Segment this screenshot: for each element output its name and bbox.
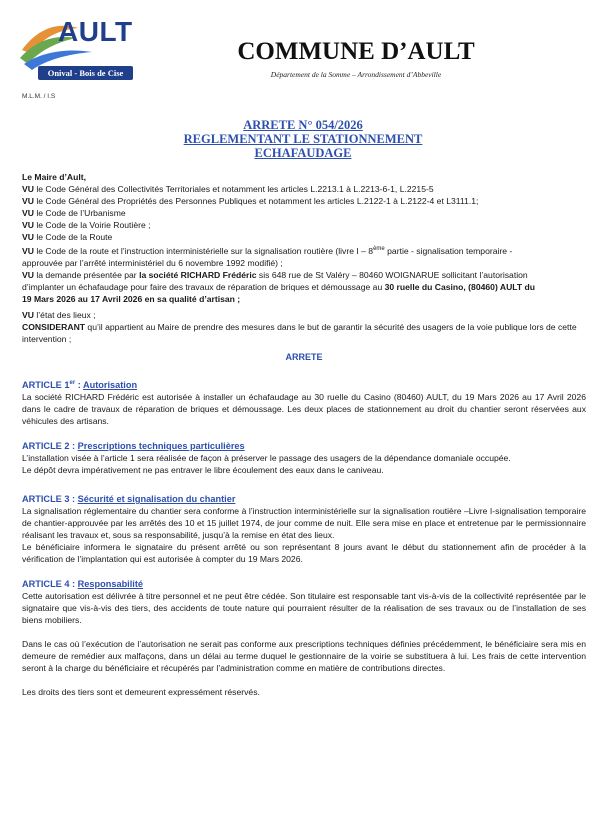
vu-2	[22, 195, 586, 207]
considerant	[22, 321, 586, 345]
logo-text: AULT	[58, 16, 133, 47]
department-line: Département de la Somme – Arrondissement d’Abbeville	[270, 70, 442, 79]
document-title	[0, 118, 606, 160]
vu-3	[22, 207, 586, 219]
document-body	[22, 171, 586, 698]
title-line-2: REGLEMENTANT LE STATIONNEMENT	[183, 132, 423, 146]
article-3-para-2: Le bénéficiaire informera le signataire du présent arrêté ou son représentant 8 jours avant le début du stationnement afin de procéder à la vérification de l’implantation qui est autorisée à compter du 19 Mars 2026.	[22, 541, 586, 564]
article-sep: :	[69, 440, 78, 451]
vu-7	[22, 269, 586, 305]
article-4-para-1: Cette autorisation est délivrée à titre personnel et ne peut être cédée. Son titulaire est responsable tant vis-à-vis de la collectivité représentée par le signataire que vis-à-vis des tiers, des accidents de toute nature qui pourraient résulter de la réalisation de ses travaux ou de l’installation de ses biens mobiliers.	[22, 590, 586, 625]
vu-text: le Code Général des Propriétés des Personnes Publiques et notamment les articles L.2122-1 à L.2122-4 et L3111.1;	[33, 196, 479, 206]
considerant-text: qu’il appartient au Maire de prendre des mesures dans le but de garantir la sécurité des usagers de la voie publique lors de cette intervention ;	[22, 321, 577, 344]
vu-address: 30 ruelle du Casino, (80460) AULT du	[384, 281, 536, 292]
article-title: Sécurité et signalisation du chantier	[77, 493, 236, 504]
vu-label: VU	[22, 208, 34, 218]
article-title: Responsabilité	[77, 578, 144, 589]
vu-text: partie - signalisation temporaire -	[384, 245, 513, 256]
superscript: ème	[373, 246, 385, 252]
article-3-para-1: La signalisation réglementaire du chantier sera conforme à l’instruction interministérielle sur la signalisation routière –Livre I-signalisation temporaire de chantier-approuvée par les arrêtés des 10 et 15 juillet 1974, de jour comme de nuit. Elle sera mise en place et entretenue par le permissionnaire réalisant les travaux et, sous sa responsabilité, jusqu’à la remise en état des lieux.	[22, 505, 586, 540]
article-sep: :	[69, 578, 78, 589]
vu-text: le Code de la Voirie Routière ;	[33, 220, 151, 230]
vu-8	[22, 309, 586, 321]
arrete-heading: ARRETE	[285, 351, 323, 362]
article-label: ARTICLE 2	[22, 440, 70, 451]
vu-6	[22, 243, 586, 269]
maire-line: Le Maire d’Ault,	[22, 172, 86, 182]
article-2-heading	[22, 440, 586, 452]
reference-initials: M.L.M. / I.S	[22, 93, 56, 100]
vu-text: le Code Général des Collectivités Territoriales et notamment les articles L.2213.1 à L.2213-6-1, L.2215-5	[33, 184, 434, 194]
article-title: Autorisation	[82, 379, 138, 390]
article-4-heading	[22, 578, 586, 590]
vu-label: VU	[22, 245, 34, 256]
vu-text: d’implanter un échafaudage pour faire des travaux de réparation de briques et démoussage au	[22, 281, 385, 292]
article-sep: :	[69, 493, 78, 504]
article-2-para-2: Le dépôt devra impérativement ne pas entraver le libre écoulement des eaux dans le caniveau.	[22, 464, 384, 475]
article-4-para-2: Dans le cas où l’exécution de l’autorisation ne serait pas conforme aux prescriptions techniques définies précédemment, le bénéficiaire sera mis en demeure de remédier aux malfaçons, dans un délai au terme duquel le gestionnaire de la voirie se substituera à lui. Les frais de cette intervention seront à la charge du bénéficiaire et récupérés par l’administration comme en matière de contributions directes.	[22, 638, 586, 673]
vu-label: VU	[22, 269, 34, 280]
considerant-label: CONSIDERANT	[22, 321, 86, 332]
vu-label: VU	[22, 184, 34, 194]
vu-dates: 19 Mars 2026 au 17 Avril 2026 en sa qualité d’artisan ;	[22, 293, 241, 304]
logo-subtitle: Onival - Bois de Cise	[38, 66, 133, 80]
article-1-para-1: La société RICHARD Frédéric est autorisée à installer un échafaudage au 30 ruelle du Casino (80460) AULT, du 19 Mars 2026 au 17 Avril 2026 dans le cadre de travaux de réparation de briques et démoussage. Les deux places de stationnement au droit du chantier seront réservées aux véhicules des artisans.	[22, 391, 586, 426]
article-1-heading	[22, 377, 586, 391]
vu-text: la demande présentée par	[33, 269, 140, 280]
vu-5	[22, 231, 586, 243]
vu-text: sis 648 rue de St Valéry – 80460 WOIGNARUE sollicitant l’autorisation	[256, 269, 528, 280]
article-label: ARTICLE 1	[22, 379, 70, 390]
article-sep: :	[75, 379, 83, 390]
vu-text: le Code de l’Urbanisme	[33, 208, 126, 218]
vu-4	[22, 219, 586, 231]
vu-label: VU	[22, 196, 34, 206]
article-2-para-1: L’installation visée à l’article 1 sera réalisée de façon à préserver le passage des usagers de la dépendance domaniale occupée.	[22, 452, 511, 463]
commune-logo	[18, 8, 133, 88]
vu-text: le Code de la route et l’instruction interministérielle sur la signalisation routière (livre I – 8	[33, 245, 374, 256]
title-line-3: ECHAFAUDAGE	[254, 146, 352, 160]
vu-label: VU	[22, 232, 34, 242]
title-line-1: ARRETE N° 054/2026	[243, 118, 363, 132]
vu-label: VU	[22, 220, 34, 230]
commune-name: COMMUNE D’AULT	[237, 38, 475, 65]
vu-text: l’état des lieux ;	[33, 309, 96, 320]
article-label: ARTICLE 3	[22, 493, 70, 504]
article-label: ARTICLE 4	[22, 578, 70, 589]
superscript: er	[69, 379, 76, 386]
vu-company: la société RICHARD Frédéric	[139, 269, 257, 280]
article-4-para-3: Les droits des tiers sont et demeurent expressément réservés.	[22, 686, 260, 697]
vu-label: VU	[22, 309, 34, 320]
article-3-heading	[22, 493, 586, 505]
vu-text: approuvée par l’arrêté interministériel du 6 novembre 1992 modifié) ;	[22, 257, 283, 268]
vu-1	[22, 183, 586, 195]
vu-text: le Code de la Route	[33, 232, 113, 242]
article-title: Prescriptions techniques particulières	[77, 440, 245, 451]
